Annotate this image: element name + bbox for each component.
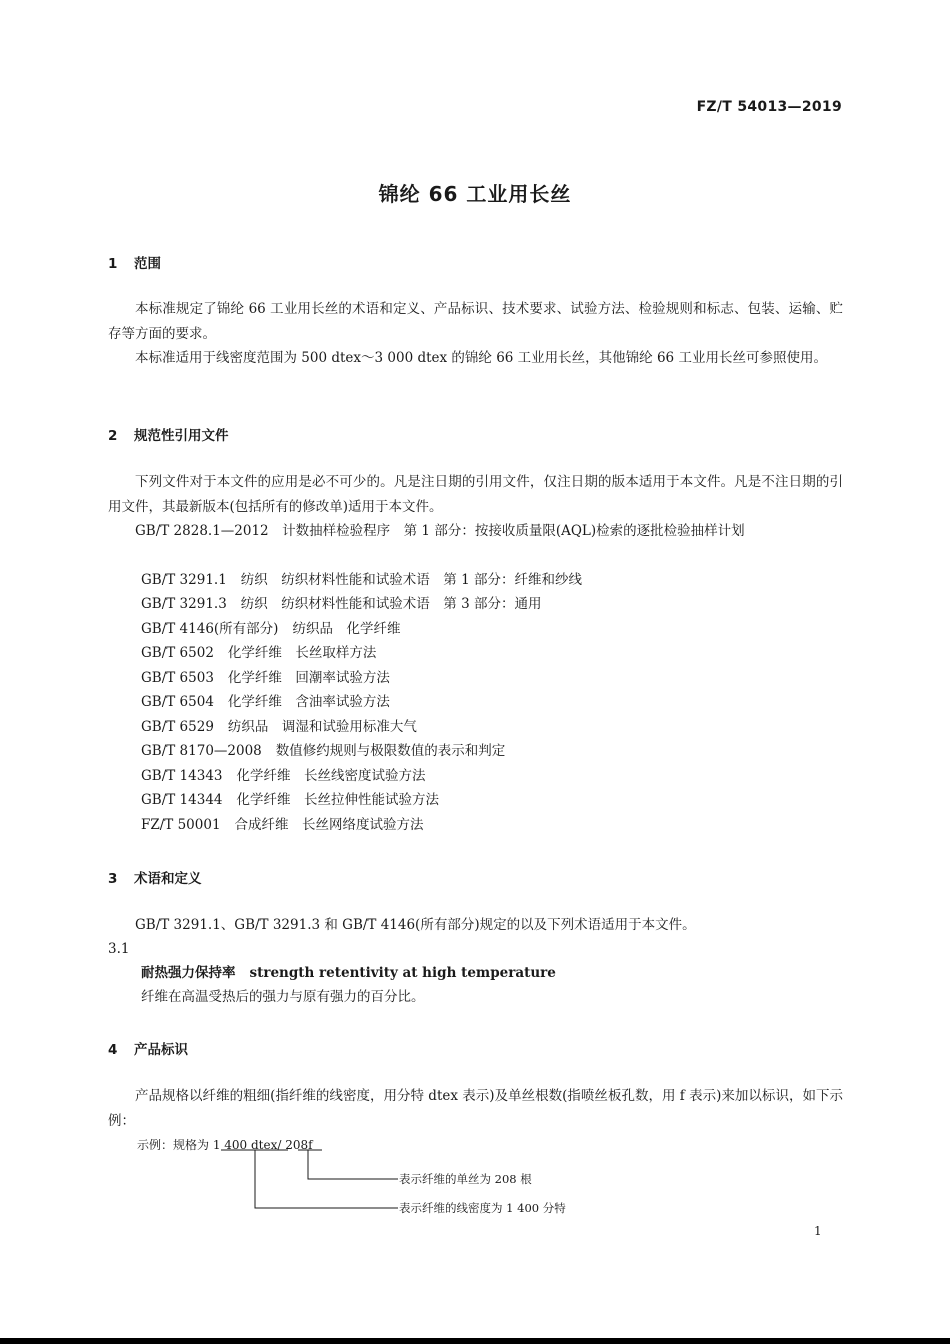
section-4-title: 产品标识 (134, 1042, 188, 1058)
reference-title: 合成纤维 长丝网络度试验方法 (234, 817, 424, 833)
f-leader-line (308, 1150, 398, 1179)
reference-code: GB/T 8170—2008 (141, 743, 262, 759)
reference-title: 数值修约规则与极限数值的表示和判定 (275, 743, 506, 759)
references-intro: 下列文件对于本文件的应用是必不可少的。凡是注日期的引用文件，仅注日期的版本适用于本文件。凡是不注日期的引用文件，其最新版本(包括所有的修改单)适用于本文件。 (108, 474, 843, 515)
term-chinese: 耐热强力保持率 (141, 965, 236, 981)
annotation-dtex: 表示纤维的线密度为 1 400 分特 (399, 1201, 566, 1215)
reference-code: GB/T 6503 (141, 670, 214, 686)
document-title: 锦纶 66 工业用长丝 (378, 182, 572, 206)
bottom-border (0, 1338, 950, 1344)
reference-code: GB/T 6502 (141, 645, 214, 661)
term-definition: 纤维在高温受热后的强力与原有强力的百分比。 (141, 989, 425, 1005)
reference-code: GB/T 3291.3 (141, 596, 227, 612)
example-slash: / (277, 1138, 286, 1152)
reference-title: 化学纤维 含油率试验方法 (227, 694, 390, 710)
reference-title: 纺织 纺织材料性能和试验术语 第 3 部分：通用 (240, 596, 542, 612)
reference-code: GB/T 6529 (141, 719, 214, 735)
reference-code: GB/T 14344 (141, 792, 223, 808)
reference-code: GB/T 4146(所有部分) (141, 621, 279, 637)
reference-title: 化学纤维 长丝线密度试验方法 (236, 768, 426, 784)
reference-code: FZ/T 50001 (141, 817, 221, 833)
reference-title: 纺织 纺织材料性能和试验术语 第 1 部分：纤维和纱线 (240, 572, 582, 588)
reference-title: 化学纤维 回潮率试验方法 (227, 670, 390, 686)
reference-item: GB/T 2828.1—2012 计数抽样检验程序 第 1 部分：按接收质量限(AQL)检索的逐批检验抽样计划 (135, 523, 745, 539)
section-4-number: 4 (108, 1042, 118, 1058)
example-prefix: 示例：规格为 (137, 1138, 213, 1152)
section-3-title: 术语和定义 (134, 871, 202, 887)
identification-paragraph: 产品规格以纤维的粗细(指纤维的线密度，用分特 dtex 表示)及单丝根数(指喷丝板孔数，用 f 表示)来加以标识，如下示例： (108, 1088, 843, 1129)
annotation-f: 表示纤维的单丝为 208 根 (399, 1172, 532, 1186)
section-2-number: 2 (108, 428, 118, 444)
section-1-title: 范围 (134, 256, 161, 272)
section-1-number: 1 (108, 256, 118, 272)
scope-paragraph-1: 本标准规定了锦纶 66 工业用长丝的术语和定义、产品标识、技术要求、试验方法、检验规则和标志、包装、运输、贮存等方面的要求。 (108, 301, 843, 342)
reference-title: 纺织品 调湿和试验用标准大气 (227, 719, 417, 735)
section-3-number: 3 (108, 871, 118, 887)
reference-code: GB/T 3291.1 (141, 572, 227, 588)
reference-title: 化学纤维 长丝取样方法 (227, 645, 377, 661)
reference-title: 纺织品 化学纤维 (292, 621, 401, 637)
standard-number: FZ/T 54013—2019 (696, 99, 842, 115)
scope-paragraph-2: 本标准适用于线密度范围为 500 dtex～3 000 dtex 的锦纶 66 工业用长丝，其他锦纶 66 工业用长丝可参照使用。 (135, 350, 827, 366)
section-2-title: 规范性引用文件 (134, 428, 229, 444)
reference-title: 化学纤维 长丝拉伸性能试验方法 (236, 792, 439, 808)
example-f: 208f (285, 1138, 313, 1152)
terms-intro: GB/T 3291.1、GB/T 3291.3 和 GB/T 4146(所有部分)规定的以及下列术语适用于本文件。 (135, 917, 696, 933)
reference-code: GB/T 6504 (141, 694, 214, 710)
term-english: strength retentivity at high temperature (249, 965, 556, 981)
term-number: 3.1 (108, 941, 130, 957)
example-dtex: 1 400 dtex (212, 1138, 278, 1152)
page-number: 1 (814, 1224, 822, 1238)
reference-code: GB/T 14343 (141, 768, 223, 784)
